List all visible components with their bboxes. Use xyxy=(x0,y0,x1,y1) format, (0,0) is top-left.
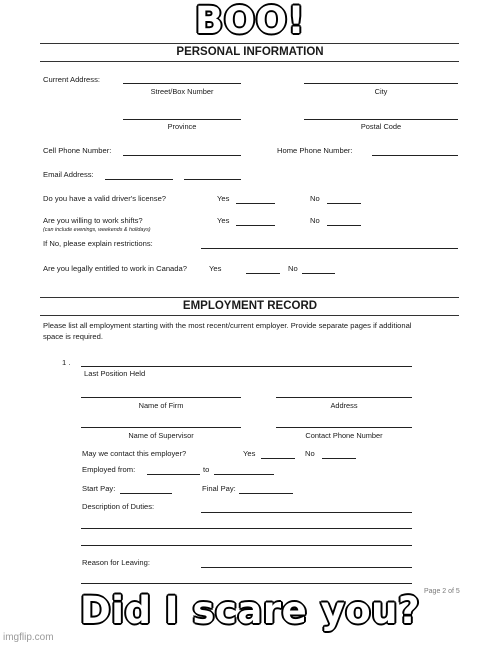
shifts-note: (can include evenings, weekends & holidays) xyxy=(43,227,151,233)
duties-field-3[interactable] xyxy=(81,545,412,558)
shifts-no-label: No xyxy=(310,216,320,225)
license-yes-field[interactable] xyxy=(236,203,275,216)
shifts-yes-label: Yes xyxy=(217,216,230,225)
entitled-question: Are you legally entitled to work in Canada? xyxy=(43,264,187,273)
imgflip-watermark: imgflip.com xyxy=(3,632,54,643)
employment-instructions-line2: space is required. xyxy=(43,332,103,341)
leaving-label: Reason for Leaving: xyxy=(82,558,150,567)
home-phone-field[interactable] xyxy=(372,155,458,168)
shifts-yes-field[interactable] xyxy=(236,225,275,238)
license-yes-label: Yes xyxy=(217,194,230,203)
duties-field-2[interactable] xyxy=(81,528,412,541)
employed-from-label: Employed from: xyxy=(82,465,136,474)
leaving-field-1[interactable] xyxy=(201,567,412,580)
contact-phone-caption: Contact Phone Number xyxy=(305,431,383,440)
contact-yes-label: Yes xyxy=(243,449,256,458)
final-pay-field[interactable] xyxy=(239,493,293,506)
license-question: Do you have a valid driver's license? xyxy=(43,194,167,203)
shifts-no-field[interactable] xyxy=(327,225,361,238)
entitled-yes-field[interactable] xyxy=(246,273,280,286)
duties-label: Description of Duties: xyxy=(82,502,155,511)
employment-heading-rule-top xyxy=(40,297,459,298)
shifts-question: Are you willing to work shifts? xyxy=(43,216,143,225)
contact-yes-field[interactable] xyxy=(261,458,295,471)
personal-heading-rule-top xyxy=(40,43,459,44)
email-field-2[interactable] xyxy=(184,179,241,192)
firm-address-caption: Address xyxy=(330,401,358,410)
province-caption: Province xyxy=(167,122,197,131)
personal-section-heading: PERSONAL INFORMATION xyxy=(176,46,324,58)
home-phone-label: Home Phone Number: xyxy=(277,146,353,155)
restrictions-label: If No, please explain restrictions: xyxy=(43,239,153,248)
meme-bottom-text: Did I scare you? xyxy=(80,589,420,632)
last-position-caption: Last Position Held xyxy=(84,369,146,378)
entitled-yes-label: Yes xyxy=(209,264,222,273)
contact-employer-question: May we contact this employer? xyxy=(82,449,187,458)
email-field[interactable] xyxy=(105,179,173,192)
firm-name-caption: Name of Firm xyxy=(138,401,184,410)
employed-to-label: to xyxy=(203,465,210,474)
email-label: Email Address: xyxy=(43,170,94,179)
cell-phone-field[interactable] xyxy=(123,155,241,168)
employer-item-number: 1 . xyxy=(62,358,71,367)
street-caption: Street/Box Number xyxy=(150,87,214,96)
employment-heading-rule-bottom xyxy=(40,315,459,316)
contact-no-label: No xyxy=(305,449,315,458)
meme-top-text: BOO! xyxy=(195,0,305,42)
employment-instructions-line1: Please list all employment starting with the most recent/current employer. Provide separate pages if additional xyxy=(43,321,412,330)
postal-code-caption: Postal Code xyxy=(360,122,402,131)
license-no-field[interactable] xyxy=(327,203,361,216)
restrictions-field[interactable] xyxy=(201,248,458,261)
cell-phone-label: Cell Phone Number: xyxy=(43,146,112,155)
final-pay-label: Final Pay: xyxy=(202,484,236,493)
employment-section-heading: EMPLOYMENT RECORD xyxy=(182,300,318,312)
license-no-label: No xyxy=(310,194,320,203)
personal-heading-rule-bottom xyxy=(40,61,459,62)
employed-from-field[interactable] xyxy=(147,474,200,487)
start-pay-label: Start Pay: xyxy=(82,484,116,493)
entitled-no-field[interactable] xyxy=(302,273,335,286)
city-caption: City xyxy=(374,87,388,96)
duties-field-1[interactable] xyxy=(201,512,412,525)
current-address-label: Current Address: xyxy=(43,75,100,84)
supervisor-caption: Name of Supervisor xyxy=(128,431,194,440)
page-number: Page 2 of 5 xyxy=(424,588,460,595)
entitled-no-label: No xyxy=(288,264,298,273)
contact-no-field[interactable] xyxy=(322,458,356,471)
